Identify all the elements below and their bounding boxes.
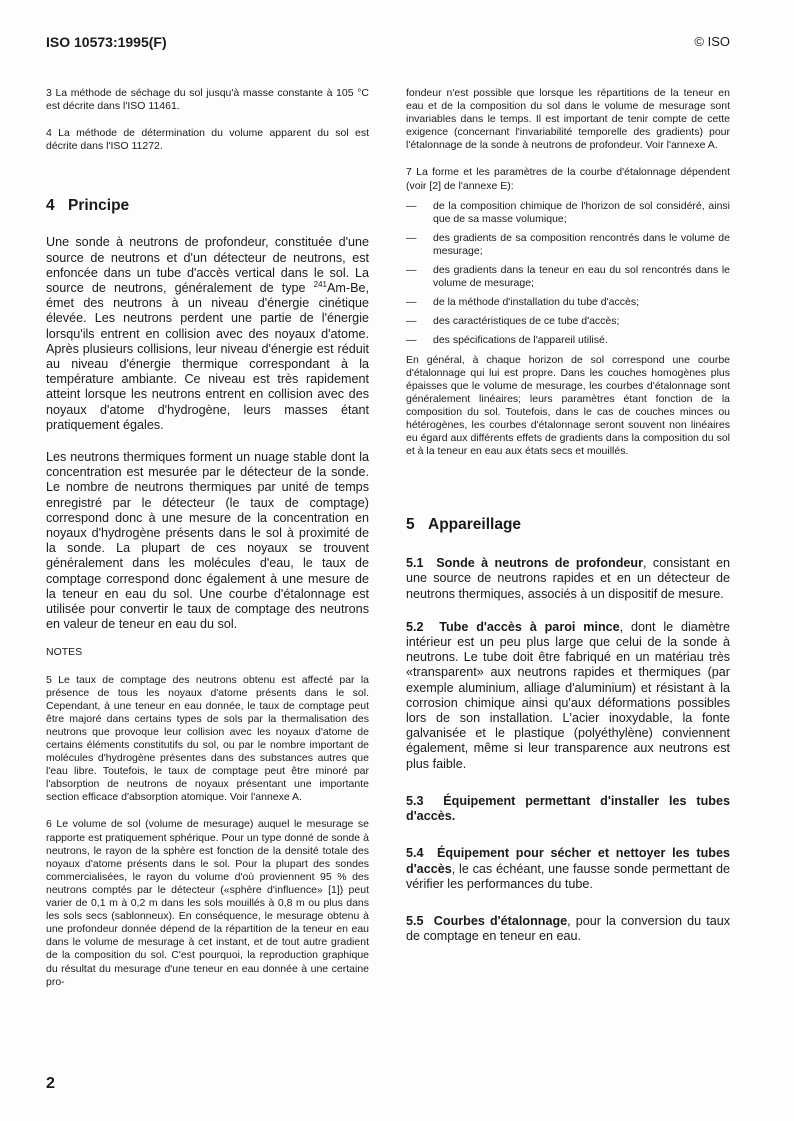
calibration-factors-list [406, 200, 730, 348]
list-item [406, 296, 730, 309]
section-5-heading [406, 516, 730, 534]
list-item-text: des gradients dans la teneur en eau du sol rencontrés dans le volume de mesurage; [433, 264, 730, 290]
subsection-5-2 [406, 620, 730, 772]
subsection-title: Équipement pour sécher et nettoyer les tubes d'accès [406, 846, 730, 876]
subsection-text: , consistant en une source de neutrons rapides et en un détecteur de neutrons thermiques, associés à un dispositif de mesure. [406, 556, 730, 601]
dash-bullet: — [406, 199, 417, 212]
dash-bullet: — [406, 264, 417, 277]
right-column [406, 87, 730, 944]
section-number: 5 [406, 516, 415, 534]
note-5: 5 Le taux de comptage des neutrons obtenu est affecté par la présence de tous les noyaux d'atome présents dans le sol. Cependant, à une teneur en eau donnée, le taux de comptage peut être majoré dans certains types de sols par la thermalisation des neutrons que provoque leur collision avec les noyaux d'atome de certains éléments constitutifs du sol, ou par le nombre important de molécules d'hydrogène présentes dans des substances autres que l'eau libre. Toutefois, le taux de comptage peut être minoré par l'absorption de neutrons de noyaux présentant une importante section efficace d'absorption atomique. Voir l'annexe A. [46, 673, 369, 804]
section-4-heading [46, 197, 369, 215]
principle-paragraph-2: Les neutrons thermiques forment un nuage stable dont la concentration est mesurée par le détecteur de la sonde. Le nombre de neutrons thermiques par unité de temps enregistré par le détecteur (le taux de comptage) correspond donc à une mesure de la concentration en noyaux d'hydrogène présents dans le sol à proximité de la sonde. La plupart de ces noyaux se trouvent généralement dans les molécules d'eau, le taux de comptage correspond donc également à une mesure de la teneur en eau du sol. Une courbe d'étalonnage est utilisée pour convertir le taux de comptage des neutrons en valeur de teneur en eau du sol. [46, 450, 369, 632]
list-item-text: des spécifications de l'appareil utilisé. [433, 334, 608, 347]
general-paragraph: En général, à chaque horizon de sol correspond une courbe d'étalonnage qui lui est propre. Dans les couches homogènes plus épaisses que le volume de mesurage, les courbes d'étalonnage sont généralement linéaires; leurs paramètres étant fonction de la composition du sol. Toutefois, dans le cas de couches minces ou hétérogènes, les courbes d'étalonnage seront souvent non linéaires eu égard aux différents effets de gradients dans la composition du sol et à la teneur en eau aux états secs et mouillés. [406, 353, 730, 458]
subsection-text: , le cas échéant, une fausse sonde permettant de vérifier les performances du tube. [406, 861, 730, 891]
subsection-number: 5.5 [406, 913, 424, 928]
subsection-5-5 [406, 914, 730, 944]
dash-bullet: — [406, 296, 417, 309]
principle-paragraph-1 [46, 235, 369, 433]
isotope-superscript: 241 [313, 279, 328, 289]
continued-paragraph: fondeur n'est possible que lorsque les répartitions de la teneur en eau et de la composition du sol dans le volume de mesurage sont invariables dans le temps. Il est important de tenir compte de cette exigence (concernant l'invariabilité temporelle des gradients) pour l'étalonnage de la sonde à neutrons de profondeur. Voir l'annexe A. [406, 87, 730, 152]
subsection-number: 5.1 [406, 556, 424, 571]
subsection-text: , pour la conversion du taux de comptage en teneur en eau. [406, 913, 731, 944]
dash-bullet: — [406, 334, 417, 347]
subsection-number: 5.4 [406, 846, 424, 861]
list-item [406, 264, 730, 290]
list-item [406, 334, 730, 347]
section-title: Appareillage [428, 516, 522, 534]
subsection-title: Tube d'accès à paroi mince [439, 619, 620, 634]
page-number: 2 [46, 1075, 55, 1092]
section-title: Principe [68, 197, 130, 215]
text-run: Am-Be, émet des neutrons à un niveau d'énergie cinétique élevée. Les neutrons perdent une partie de l'énergie lorsqu'ils entrent en collision avec des noyaux d'atome. Après plusieurs collisions, leur niveau d'énergie est réduit au niveau d'énergie thermique correspondant à la température ambiante. Ce niveau est très rapidement atteint lorsque les neutrons entrent en collision avec des noyaux d'atome d'hydrogène, leurs masses étant pratiquement égales. [46, 280, 370, 432]
notes-label: NOTES [46, 646, 83, 659]
note-6: 6 Le volume de sol (volume de mesurage) auquel le mesurage se rapporte est pratiquement sphérique. Pour un type donné de sonde à neutrons, le rayon de la sphère est fonction de la densité totale des noyaux d'atome présents dans le sol. Pour la plupart des sondes commercialisées, le rayon du volume d'où proviennent 95 % des neutrons comptés par le détecteur («sphère d'influence» [1]) peut varier de 0,1 m à 0,2 m dans les sols mouillés à 0,8 m ou plus dans les sols secs (sablonneux). En conséquence, le mesurage obtenu à une profondeur donnée dépend de la répartition de la teneur en eau dans le volume de mesurage à cet instant, et de tout autre gradient de la composition du sol. C'est pourquoi, la reproduction graphique du résultat du mesurage d'une teneur en eau donnée à une certaine pro- [46, 818, 369, 988]
list-item [406, 315, 730, 328]
list-item-text: de la méthode d'installation du tube d'accès; [433, 296, 639, 309]
list-item-text: des gradients de sa composition rencontrés dans le volume de mesurage; [433, 231, 730, 257]
section-number: 4 [46, 197, 55, 215]
standard-reference: ISO 10573:1995(F) [46, 34, 167, 50]
text-run: Une sonde à neutrons de profondeur, constituée d'une source de neutrons et d'un détecteur de neutrons, est enfoncée dans un tube d'accès vertical dans le sol. La source de neutrons, généralement de type [46, 235, 369, 295]
note-4: 4 La méthode de détermination du volume apparent du sol est décrite dans l'ISO 11272. [46, 127, 369, 153]
subsection-5-1 [406, 556, 730, 602]
subsection-title: Sonde à neutrons de profondeur [436, 556, 644, 571]
list-item-text: de la composition chimique de l'horizon de sol considéré, ainsi que de sa masse volumique; [433, 199, 730, 225]
subsection-title: Courbes d'étalonnage [433, 913, 568, 928]
subsection-title: Équipement permettant d'installer les tubes d'accès. [406, 793, 730, 824]
list-item [406, 232, 730, 258]
dash-bullet: — [406, 315, 417, 328]
list-item-text: des caractéristiques de ce tube d'accès; [433, 315, 620, 328]
subsection-number: 5.3 [406, 793, 424, 808]
list-item [406, 200, 730, 226]
copyright-notice: © ISO [694, 34, 730, 49]
left-column [46, 87, 369, 989]
subsection-number: 5.2 [406, 619, 424, 634]
subsection-5-4 [406, 846, 730, 892]
note-3: 3 La méthode de séchage du sol jusqu'à masse constante à 105 °C est décrite dans l'ISO 11461. [46, 87, 369, 113]
subsection-5-3 [406, 794, 730, 824]
dash-bullet: — [406, 231, 417, 244]
note-7: 7 La forme et les paramètres de la courbe d'étalonnage dépendent (voir [2] de l'annexe E): [406, 166, 730, 192]
subsection-text: , dont le diamètre intérieur est un peu plus large que celui de la sonde à neutrons. Le tube doit être fabriqué en un matériau très «transparent» aux neutrons rapides et thermiques (par exemple aluminium, alliage d'aluminium) et résistant à la corrosion chimique ainsi qu'aux déformations possibles lors de son installation. L'acier inoxydable, la fonte galvanisée et le plastique (polyéthylène) conviennent également, même si leur transparence aux neutrons est plus faible. [406, 619, 731, 771]
